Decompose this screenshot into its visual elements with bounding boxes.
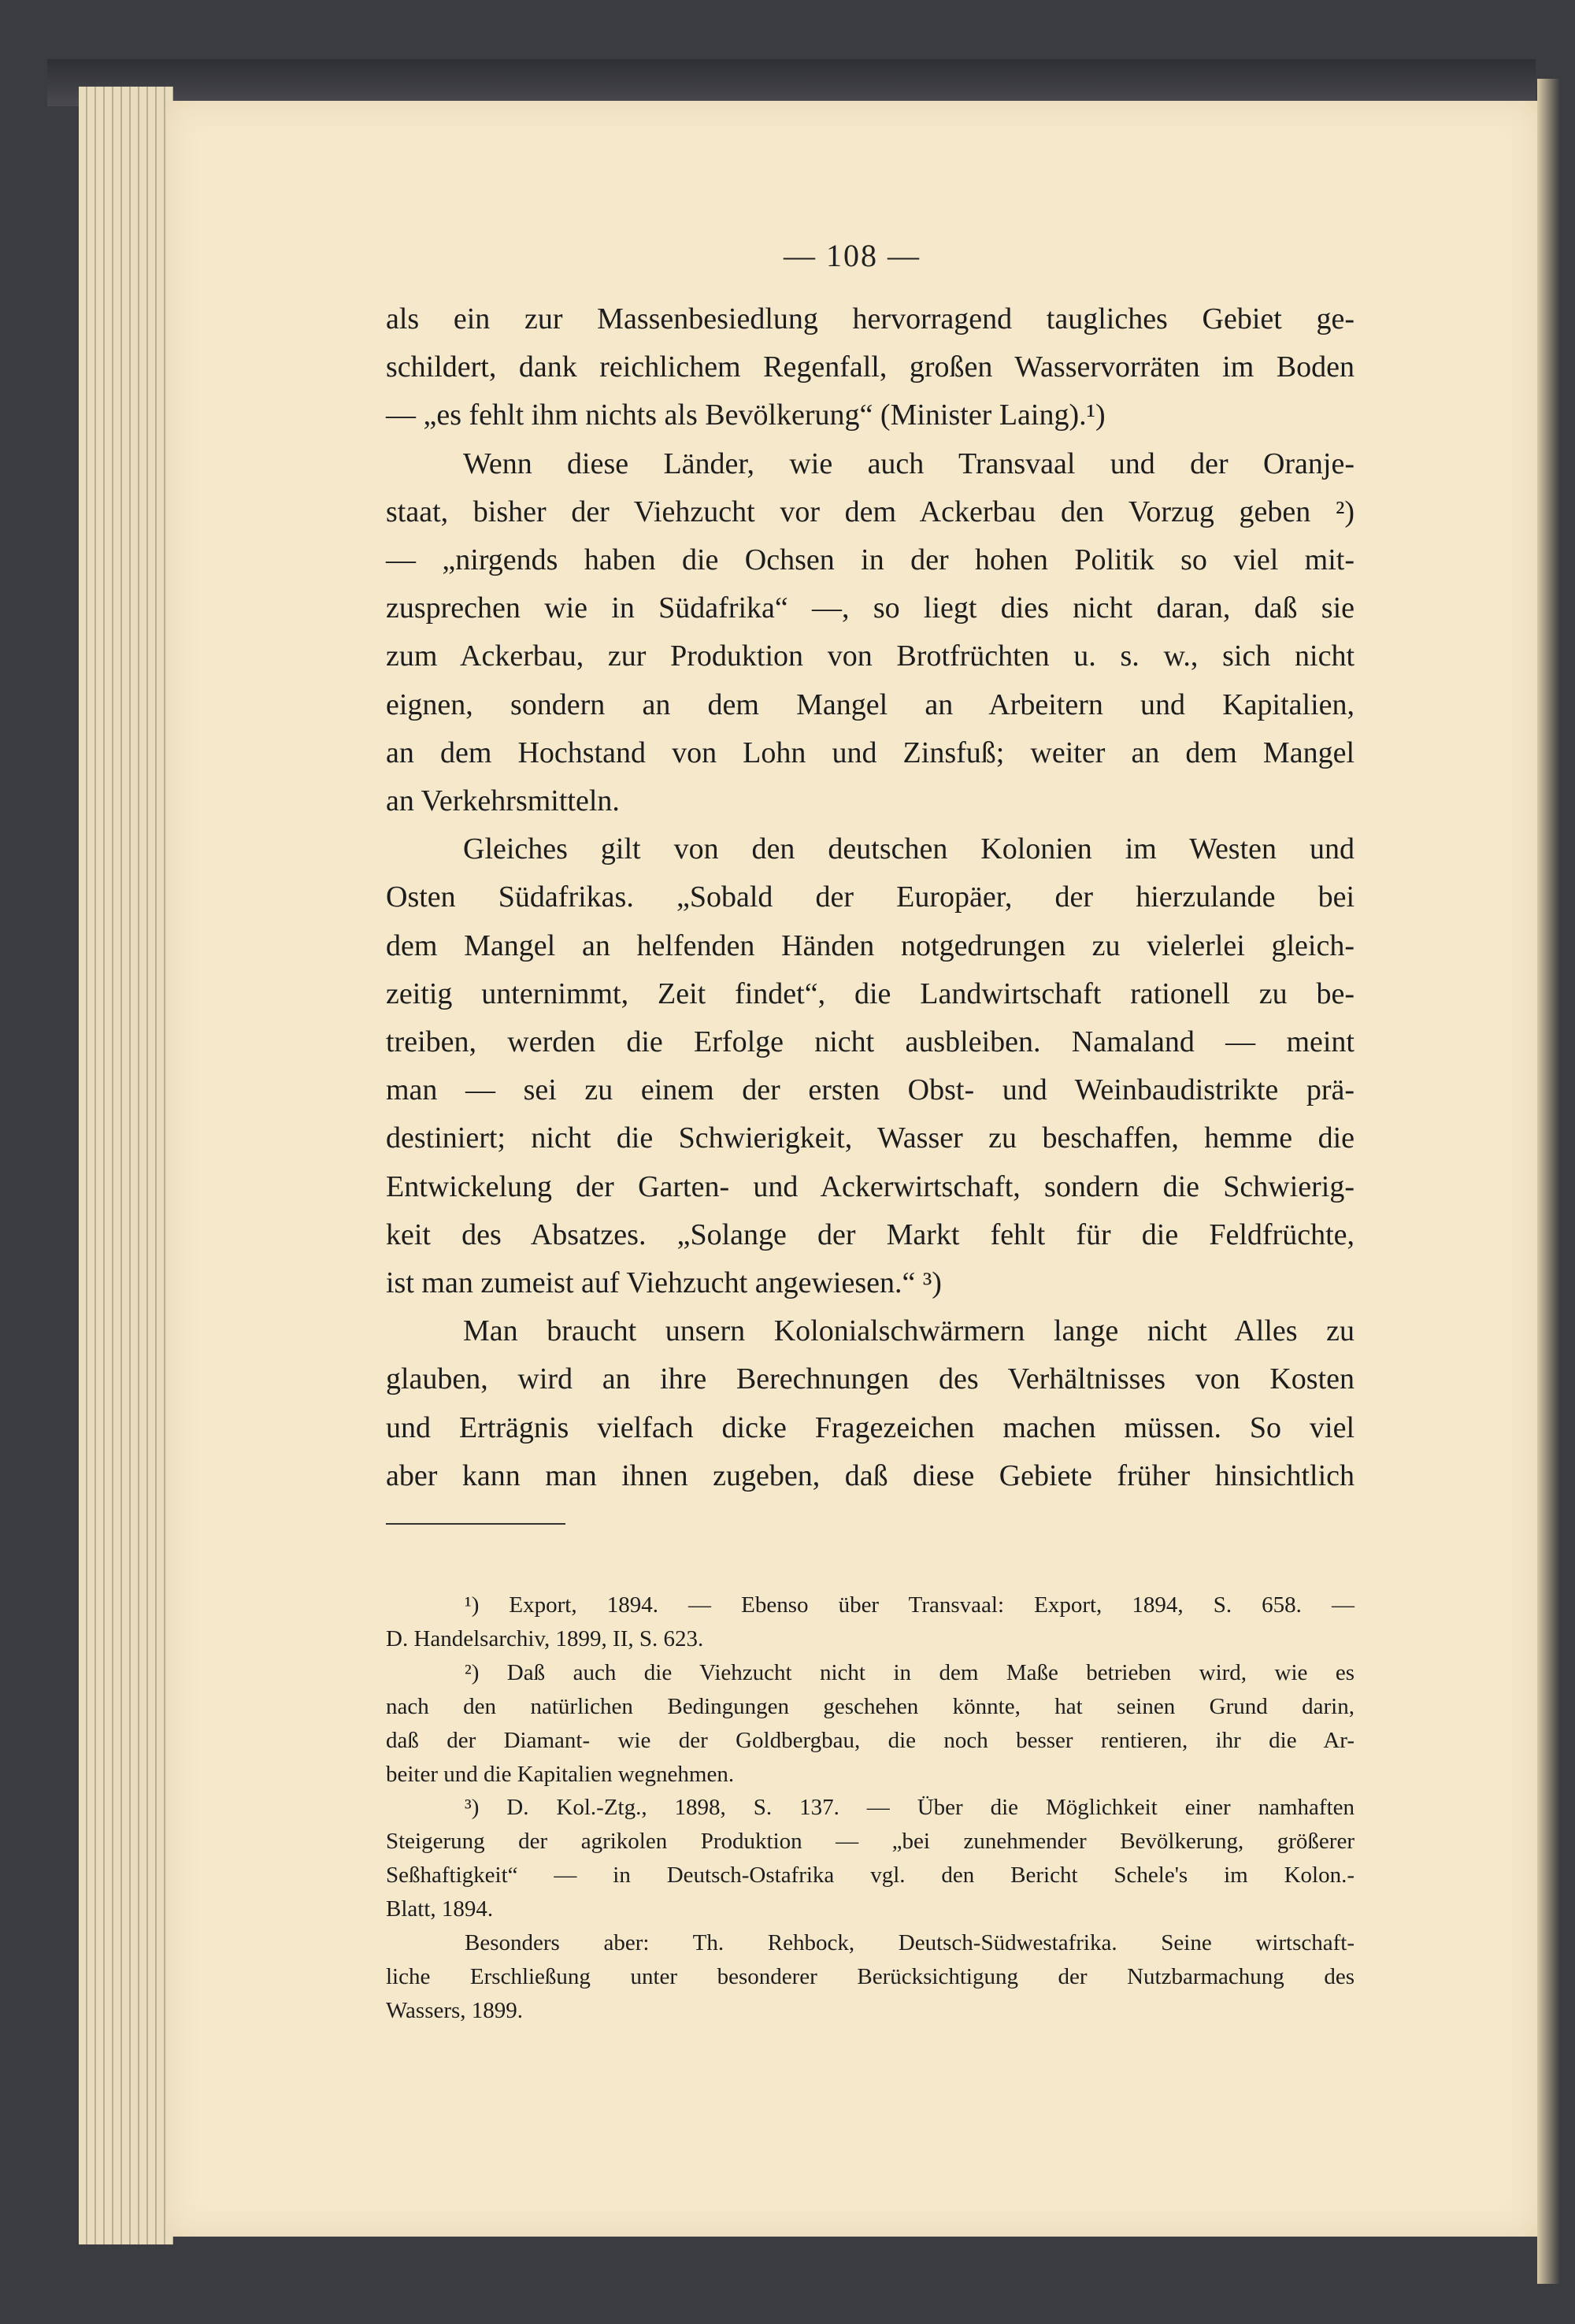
body-line: Man braucht unsern Kolonialschwärmern lange nicht Alles zu — [463, 1314, 1354, 1348]
footnote-line: Seßhaftigkeit“ — in Deutsch-Ostafrika vgl. den Bericht Schele's im Kolon.- — [386, 1863, 1354, 1888]
footnote-line: D. Handelsarchiv, 1899, II, S. 623. — [386, 1625, 704, 1651]
body-line: staat, bisher der Viehzucht vor dem Ackerbau den Vorzug geben ²) — [386, 495, 1354, 528]
footnote-line: beiter und die Kapitalien wegnehmen. — [386, 1761, 735, 1787]
body-line: und Erträgnis vielfach dicke Fragezeichen machen müssen. So viel — [386, 1410, 1354, 1444]
body-line: ist man zumeist auf Viehzucht angewiesen.“ ³) — [386, 1266, 942, 1299]
body-line: Wenn diese Länder, wie auch Transvaal und der Oranje- — [463, 447, 1354, 480]
body-line: Entwickelung der Garten- und Ackerwirtschaft, sondern die Schwierig- — [386, 1169, 1354, 1203]
body-line: zum Ackerbau, zur Produktion von Brotfrüchten u. s. w., sich nicht — [386, 639, 1354, 673]
footnote-line: Steigerung der agrikolen Produktion — „bei zunehmender Bevölkerung, größerer — [386, 1829, 1354, 1855]
footnote-line: Blatt, 1894. — [386, 1896, 494, 1922]
body-line: destiniert; nicht die Schwierigkeit, Wasser zu beschaffen, hemme die — [386, 1121, 1354, 1155]
footnote-line: ¹) Export, 1894. — Ebenso über Transvaal: Export, 1894, S. 658. — — [465, 1592, 1354, 1618]
page-edges — [79, 87, 173, 2244]
body-line: eignen, sondern an dem Mangel an Arbeitern und Kapitalien, — [386, 688, 1354, 721]
body-line: als ein zur Massenbesiedlung hervorragend taugliches Gebiet ge- — [386, 302, 1354, 335]
book-gutter — [1537, 79, 1575, 2284]
body-line: an dem Hochstand von Lohn und Zinsfuß; weiter an dem Mangel — [386, 736, 1354, 769]
body-line: dem Mangel an helfenden Händen notgedrungen zu vielerlei gleich- — [386, 928, 1354, 962]
body-line: — „nirgends haben die Ochsen in der hohen Politik so viel mit- — [386, 543, 1354, 576]
body-line: glauben, wird an ihre Berechnungen des Verhältnisses von Kosten — [386, 1362, 1354, 1396]
body-line: — „es fehlt ihm nichts als Bevölkerung“ (Minister Laing).¹) — [386, 398, 1106, 432]
footnote-line: liche Erschließung unter besonderer Berücksichtigung der Nutzbarmachung des — [386, 1963, 1354, 1989]
footnote-line: ³) D. Kol.-Ztg., 1898, S. 137. — Über die Möglichkeit einer namhaften — [465, 1795, 1354, 1821]
body-line: an Verkehrsmitteln. — [386, 784, 620, 817]
footnote-line: Wassers, 1899. — [386, 1997, 524, 2023]
body-line: zusprechen wie in Südafrika“ —, so liegt dies nicht daran, daß sie — [386, 591, 1354, 625]
body-line: man — sei zu einem der ersten Obst- und Weinbaudistrikte prä- — [386, 1073, 1354, 1107]
body-line: keit des Absatzes. „Solange der Markt fehlt für die Feldfrüchte, — [386, 1218, 1354, 1251]
body-line: aber kann man ihnen zugeben, daß diese Gebiete früher hinsichtlich — [386, 1459, 1354, 1492]
page-number: — 108 — — [784, 238, 921, 273]
book-cover-edge — [47, 59, 1536, 106]
footnote-line: daß der Diamant- wie der Goldbergbau, die noch besser rentieren, ihr die Ar- — [386, 1727, 1354, 1753]
body-line: Osten Südafrikas. „Sobald der Europäer, der hierzulande bei — [386, 880, 1354, 914]
footnote-line: nach den natürlichen Bedingungen geschehen könnte, hat seinen Grund darin, — [386, 1693, 1354, 1719]
body-line: Gleiches gilt von den deutschen Kolonien im Westen und — [463, 832, 1354, 866]
footnote-separator — [386, 1523, 565, 1525]
footnote-line: Besonders aber: Th. Rehbock, Deutsch-Südwestafrika. Seine wirtschaft- — [465, 1930, 1354, 1955]
body-line: schildert, dank reichlichem Regenfall, großen Wasservorräten im Boden — [386, 350, 1354, 384]
body-line: zeitig unternimmt, Zeit findet“, die Landwirtschaft rationell zu be- — [386, 977, 1354, 1010]
body-line: treiben, werden die Erfolge nicht ausbleiben. Namaland — meint — [386, 1025, 1354, 1058]
footnote-line: ²) Daß auch die Viehzucht nicht in dem Maße betrieben wird, wie es — [465, 1659, 1354, 1685]
